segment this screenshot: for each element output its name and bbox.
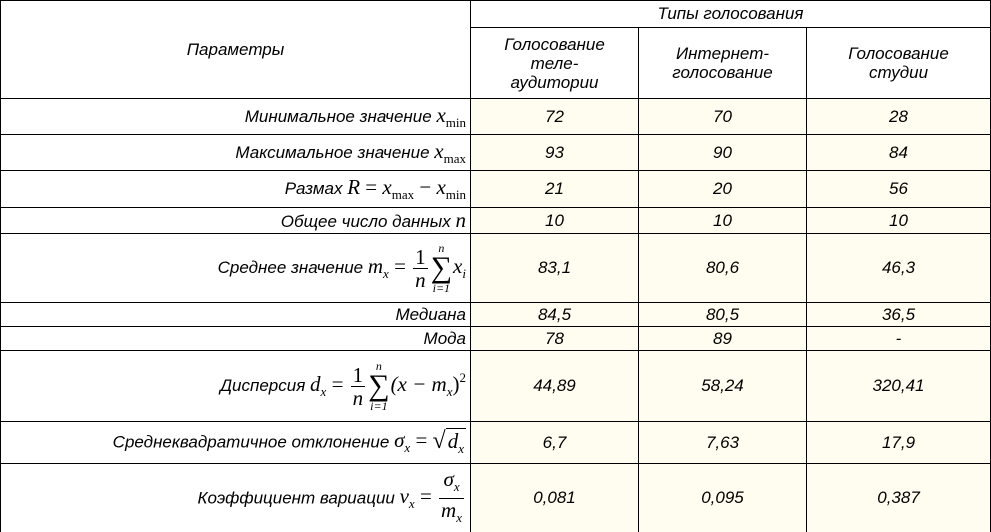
label-text: Среднее значение	[217, 257, 364, 277]
value-cell: 84	[807, 135, 991, 171]
value-cell: 72	[471, 99, 639, 135]
value-cell: 6,7	[471, 422, 639, 464]
formula-mean: $m_x$ = $\frac{1}{n}$ n ∑ i=1 $x_i$	[367, 241, 466, 295]
header-studio-line1: Голосование	[848, 44, 949, 63]
formula-xmax: $x_{max}$	[434, 138, 466, 166]
table-row	[1, 303, 991, 327]
value-cell: 84,5	[471, 303, 639, 327]
label-text: Среднеквадратичное отклонение	[112, 432, 390, 452]
value-cell: 56	[807, 171, 991, 208]
value-cell: 17,9	[807, 422, 991, 464]
value-cell: 36,5	[807, 303, 991, 327]
formula-variance: $d_x$ = $\frac{1}{n}$ n ∑ i=1 $(x - m_x)^2$	[310, 359, 466, 413]
row-label-median: Медиана	[1, 303, 471, 327]
row-label-min	[1, 99, 471, 135]
header-tv-audience	[471, 28, 639, 99]
value-cell: 44,89	[471, 351, 639, 422]
value-cell: 90	[639, 135, 807, 171]
value-cell: 58,24	[639, 351, 807, 422]
label-text: Коэффициент вариации	[197, 487, 395, 507]
value-cell: 83,1	[471, 234, 639, 303]
row-label-mean	[1, 234, 471, 303]
table-row	[1, 327, 991, 351]
value-cell: 28	[807, 99, 991, 135]
header-tv-line3: аудитории	[510, 72, 599, 92]
header-studio-line2: студии	[868, 63, 929, 82]
header-studio	[807, 28, 991, 99]
table-row	[1, 351, 991, 422]
table-row	[1, 464, 991, 532]
row-label-variance	[1, 351, 471, 422]
row-label-cv	[1, 464, 471, 532]
formula-cv: $v_x$ = $\frac{\sigma_x}{m_x}$	[399, 466, 462, 525]
value-cell: 20	[639, 171, 807, 208]
table-row	[1, 135, 991, 171]
value-cell: 46,3	[807, 234, 991, 303]
value-cell: 70	[639, 99, 807, 135]
label-text: Дисперсия	[220, 375, 306, 395]
value-cell: 80,5	[639, 303, 807, 327]
value-cell: 10	[639, 208, 807, 234]
value-cell: 10	[807, 208, 991, 234]
formula-xmin: $x_{min}$	[436, 102, 466, 130]
value-cell: 78	[471, 327, 639, 351]
header-parameters: Параметры	[1, 1, 471, 99]
value-cell: 80,6	[639, 234, 807, 303]
table-row	[1, 208, 991, 234]
value-cell: 0,387	[807, 464, 991, 532]
formula-range: $R = x_{max} - x_{min}$	[347, 175, 466, 202]
value-cell: -	[807, 327, 991, 351]
table-row	[1, 171, 991, 208]
header-internet-line2: голосование	[672, 63, 773, 82]
row-label-range	[1, 171, 471, 208]
value-cell: 0,081	[471, 464, 639, 532]
value-cell: 320,41	[807, 351, 991, 422]
formula-stddev: $\sigma_x = √d_x$	[394, 428, 464, 456]
header-internet-line1: Интернет-	[675, 44, 770, 63]
header-internet	[639, 28, 807, 99]
label-text: Минимальное значение	[244, 106, 432, 126]
value-cell: 21	[471, 171, 639, 208]
label-text: Размах	[284, 179, 343, 198]
row-label-max	[1, 135, 471, 171]
value-cell: 93	[471, 135, 639, 171]
row-label-mode: Мода	[1, 327, 471, 351]
row-label-count	[1, 208, 471, 234]
table-row	[1, 422, 991, 464]
table-row	[1, 99, 991, 135]
row-label-stddev	[1, 422, 471, 464]
label-text: Общее число данных	[280, 212, 451, 231]
formula-n: n	[455, 208, 466, 232]
value-cell: 89	[639, 327, 807, 351]
value-cell: 0,095	[639, 464, 807, 532]
header-row-group	[1, 1, 991, 28]
value-cell: 10	[471, 208, 639, 234]
table-row	[1, 234, 991, 303]
value-cell: 7,63	[639, 422, 807, 464]
header-tv-line2: теле-	[530, 53, 579, 73]
label-text: Максимальное значение	[235, 142, 430, 162]
header-tv-line1: Голосование	[504, 34, 605, 54]
header-voting-types: Типы голосования	[471, 1, 991, 28]
